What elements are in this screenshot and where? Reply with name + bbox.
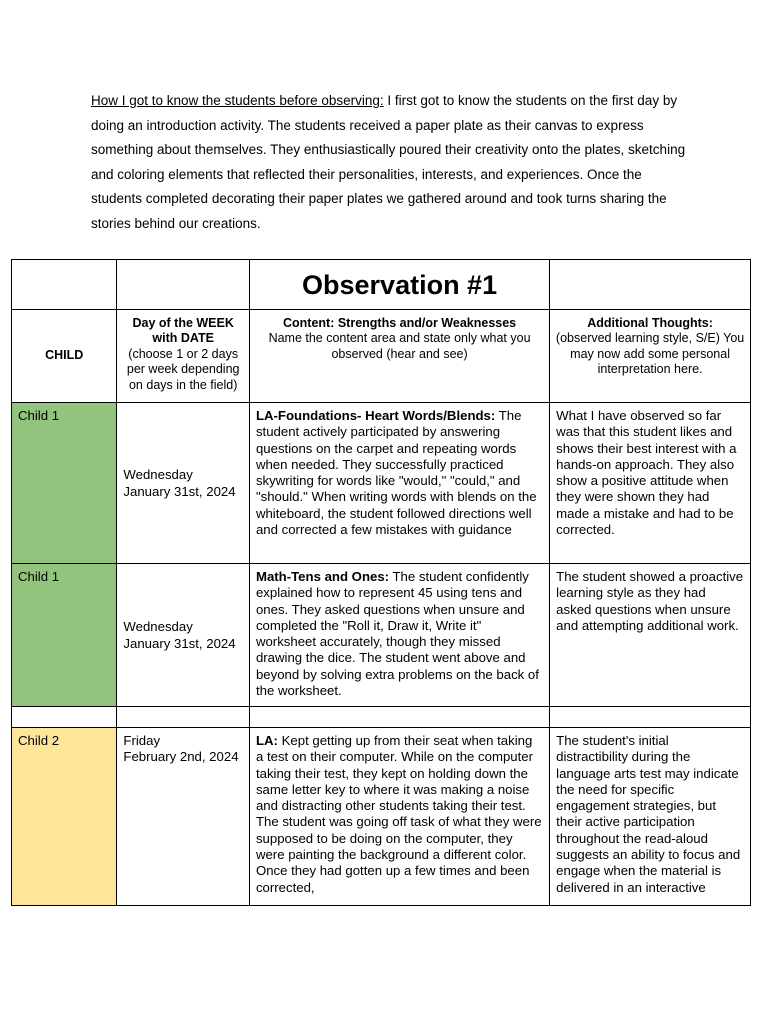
content-text: The student confidently explained how to represent 45 using tens and ones. They asked questions when unsure and completed the "Roll it, Draw it, Write it" worksheet accurately, though they missed drawing the dice. The student went above and beyond by solving extra problems on the back of the worksheet. [255, 569, 539, 699]
empty-cell [12, 707, 117, 728]
day-cell [117, 728, 250, 906]
header-thoughts-title: Additional Thoughts: [587, 316, 713, 330]
content-area-label: LA: [255, 733, 278, 748]
content-cell [249, 564, 549, 707]
table-header-row [12, 310, 751, 403]
intro-lead: How I got to know the students before observing: [91, 93, 384, 108]
header-child: CHILD [12, 310, 117, 403]
title-empty-cell [117, 260, 250, 310]
content-text: The student actively participated by answering questions on the carpet and repeating words when needed. They successfully practiced skywriting for words like "would," "could," and "should." When writing words with blends on the whiteboard, the student followed directions well and corrected a few mistakes with guidance [255, 408, 537, 538]
header-content-title: Content: Strengths and/or Weaknesses [282, 316, 517, 330]
content-area-label: LA-Foundations- Heart Words/Blends: [255, 408, 496, 423]
table-row [12, 403, 751, 564]
content-cell [249, 403, 549, 564]
thoughts-cell: The student showed a proactive learning style as they had asked questions when unsure and attempting additional work. [550, 564, 751, 707]
table-title: Observation #1 [249, 260, 549, 310]
title-empty-cell [12, 260, 117, 310]
thoughts-cell: The student's initial distractibility during the language arts test may indicate the need for specific engagement strategies, but their active participation throughout the read-aloud suggests an ability to focus and engage when the material is delivered in an interactive [550, 728, 751, 906]
header-day-title: Day of the WEEK with DATE [132, 316, 234, 346]
intro-text: I first got to know the students on the first day by doing an introduction activity. The students received a paper plate as their canvas to express something about themselves. They enthusiastically poured their creativity onto the plates, sketching and coloring elements that reflected their personalities, interests, and experiences. Once the students completed decorating their paper plates we gathered around and took turns sharing the stories behind our creations. [91, 93, 686, 231]
content-cell [249, 728, 549, 906]
child-cell: Child 2 [12, 728, 117, 906]
empty-cell [550, 707, 751, 728]
content-text: Kept getting up from their seat when taking a test on their computer. While on the computer taking their test, they kept on holding down the same letter key to where it was making a noise and distracting other students taking their test. The student was going off task of what they were supposed to be doing on the computer, they were painting the background a different color. Once they had gotten up a few times and been corrected, [255, 733, 542, 895]
child-cell: Child 1 [12, 564, 117, 707]
header-day [117, 310, 250, 403]
header-content-note: Name the content area and state only what you observed (hear and see) [268, 331, 531, 361]
title-empty-cell [550, 260, 751, 310]
header-thoughts [550, 310, 751, 403]
child-cell: Child 1 [12, 403, 117, 564]
intro-paragraph [91, 89, 691, 237]
empty-row [12, 707, 751, 728]
day-line: February 2nd, 2024 [123, 749, 239, 765]
empty-cell [249, 707, 549, 728]
header-day-note: (choose 1 or 2 days per week depending on days in the field) [126, 346, 240, 392]
observation-table [11, 259, 751, 906]
day-line: Friday [123, 733, 161, 748]
table-title-row [12, 260, 751, 310]
table-row [12, 564, 751, 707]
content-area-label: Math-Tens and Ones: [255, 569, 390, 584]
day-cell: Wednesday January 31st, 2024 [117, 403, 250, 564]
day-cell: Wednesday January 31st, 2024 [117, 564, 250, 707]
empty-cell [117, 707, 250, 728]
thoughts-cell: What I have observed so far was that this student likes and shows their best interest with a hands-on approach. They also show a positive attitude when they were shown they had made a mistake and had to be corrected. [550, 403, 751, 564]
header-thoughts-note: (observed learning style, S/E) You may now add some personal interpretation here. [555, 331, 745, 377]
table-row [12, 728, 751, 906]
header-content [249, 310, 549, 403]
